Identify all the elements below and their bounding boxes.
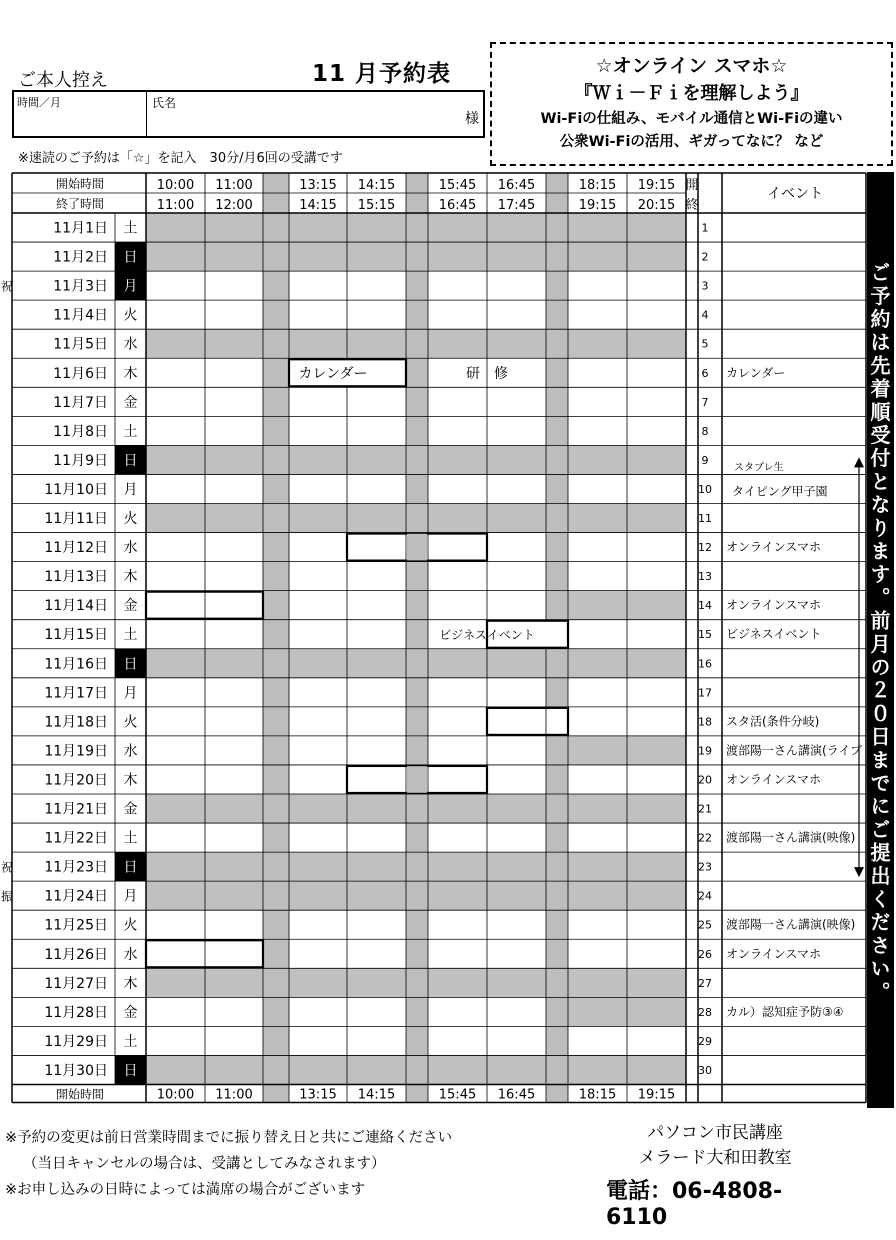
row-count: 19 (698, 744, 712, 758)
footer-note-full: ※お申し込みの日時によっては満席の場合がございます (5, 1182, 366, 1198)
row-date: 11月30日 (44, 1062, 108, 1079)
shaded-slot (627, 242, 686, 271)
row-date: 11月23日 (44, 859, 108, 876)
start-time: 13:15 (299, 178, 337, 193)
row-date: 11月29日 (44, 1033, 108, 1050)
shaded-slot (146, 794, 205, 823)
row-date: 11月27日 (44, 975, 108, 992)
shaded-slot (568, 242, 627, 271)
row-count: 14 (698, 599, 712, 613)
calendar-box-label: カレンダー (298, 365, 368, 382)
shaded-slot (428, 649, 487, 678)
row-count: 15 (698, 628, 712, 642)
shaded-slot (289, 852, 347, 881)
row-date: 11月15日 (44, 627, 108, 644)
shaded-slot (205, 242, 263, 271)
shaded-slot (205, 649, 263, 678)
footer-time: 19:15 (637, 1087, 676, 1103)
row-date: 11月19日 (44, 743, 108, 760)
footer-notes (5, 1125, 452, 1203)
shaded-slot (347, 852, 406, 881)
shaded-slot (428, 881, 487, 910)
shaded-slot (289, 242, 347, 271)
shaded-slot (568, 736, 627, 765)
event-header: イベント (767, 186, 823, 202)
shaded-slot (146, 881, 205, 910)
holiday-mark: 振 (1, 889, 14, 904)
row-event: オンラインスマホ (726, 540, 822, 555)
row-dow: 火 (123, 714, 138, 731)
row-dow: 日 (123, 859, 138, 876)
footer-note-cancel: （当日キャンセルの場合は、受講としてみなされます） (23, 1156, 386, 1172)
row-dow: 木 (123, 772, 138, 789)
row-date: 11月26日 (44, 946, 108, 963)
shaded-slot (205, 968, 263, 997)
shaded-slot (487, 1055, 546, 1084)
count-header-bottom: 終 (685, 198, 699, 213)
row-count: 3 (701, 279, 709, 293)
shaded-slot (146, 852, 205, 881)
shaded-slot (568, 881, 627, 910)
shaded-slot (289, 445, 347, 474)
row-dow: 土 (123, 830, 138, 847)
shaded-slot (627, 649, 686, 678)
row-dow: 日 (123, 656, 138, 673)
row-date: 11月28日 (44, 1004, 108, 1021)
org-phone: 電話：06-4808-6110 (606, 1179, 783, 1230)
shaded-slot (568, 997, 627, 1026)
shaded-slot (568, 1055, 627, 1084)
end-time: 19:15 (578, 198, 617, 213)
shaded-slot (568, 591, 627, 620)
shaded-slot (289, 213, 347, 242)
row-event: オンラインスマホ (726, 946, 822, 961)
shaded-slot (428, 968, 487, 997)
footer-time: 11:00 (215, 1087, 253, 1103)
sutapure-label: スタプレ生 (734, 462, 784, 474)
shaded-slot (289, 794, 347, 823)
shaded-slot (627, 881, 686, 910)
shaded-slot (487, 213, 546, 242)
start-time: 14:15 (357, 178, 396, 193)
start-time: 16:45 (497, 178, 536, 193)
separator-column (406, 173, 428, 1103)
end-time: 14:15 (299, 198, 337, 213)
row-dow: 水 (123, 743, 138, 760)
speed-reading-note: ※速読のご予約は「☆」を記入 30分/月6回の受講です (18, 151, 343, 166)
start-time: 10:00 (156, 178, 195, 193)
row-dow: 日 (123, 452, 138, 469)
row-dow: 水 (123, 946, 138, 963)
row-dow: 木 (123, 365, 138, 382)
shaded-slot (568, 445, 627, 474)
row-date: 11月13日 (44, 569, 108, 586)
shaded-slot (289, 968, 347, 997)
row-count: 28 (698, 1005, 712, 1019)
row-date: 11月21日 (44, 801, 108, 818)
row-event: 渡部陽一さん講演(映像) (726, 830, 856, 845)
shaded-slot (487, 794, 546, 823)
reserved-box (146, 940, 263, 967)
org-info (600, 1118, 830, 1230)
time-month-field-label: 時間／月 (17, 96, 61, 109)
shaded-slot (146, 504, 205, 533)
row-date: 11月17日 (44, 685, 108, 702)
row-dow: 火 (123, 511, 138, 528)
row-dow: 月 (123, 888, 138, 905)
count-header-top: 開 (685, 178, 699, 193)
row-count: 2 (701, 250, 709, 264)
shaded-slot (428, 504, 487, 533)
shaded-slot (627, 968, 686, 997)
promo-subtitle: 『Ｗｉ－Ｆｉを理解しよう』 (574, 83, 809, 104)
row-dow: 月 (123, 278, 138, 295)
row-event: オンラインスマホ (726, 598, 822, 613)
training-label: 研 修 (466, 365, 508, 382)
row-event: カレンダー (726, 365, 786, 380)
row-count: 17 (698, 686, 712, 700)
row-count: 11 (698, 512, 712, 526)
shaded-slot (347, 213, 406, 242)
shaded-slot (289, 504, 347, 533)
shaded-slot (568, 213, 627, 242)
end-time-label: 終了時間 (55, 197, 105, 211)
promo-line-1: Wi-Fiの仕組み、モバイル通信とWi-Fiの違い (540, 111, 843, 127)
shaded-slot (428, 1055, 487, 1084)
footer-time: 14:15 (357, 1087, 396, 1103)
row-date: 11月9日 (53, 452, 108, 469)
shaded-slot (347, 1055, 406, 1084)
row-dow: 土 (123, 1033, 138, 1050)
row-event: オンラインスマホ (726, 772, 822, 787)
shaded-slot (627, 445, 686, 474)
row-count: 5 (701, 337, 709, 351)
footer-start-label: 開始時間 (55, 1087, 105, 1102)
shaded-slot (205, 881, 263, 910)
row-count: 1 (701, 221, 709, 235)
shaded-slot (627, 213, 686, 242)
footer-time: 18:15 (578, 1087, 617, 1103)
shaded-slot (568, 329, 627, 358)
footer-time: 15:45 (438, 1087, 477, 1103)
row-dow: 月 (123, 481, 138, 498)
shaded-slot (146, 649, 205, 678)
row-date: 11月1日 (53, 220, 108, 237)
business-event-label: ビジネスイベント (439, 628, 535, 643)
honorific-sama: 様 (465, 111, 479, 127)
end-time: 11:00 (156, 198, 195, 213)
separator-column (263, 173, 289, 1103)
shaded-slot (289, 649, 347, 678)
end-time: 16:45 (438, 198, 477, 213)
row-dow: 火 (123, 307, 138, 324)
notice-sidebar: ご予約は先着順受付となります。前月の２０日までにご提出ください。 (867, 172, 894, 1108)
shaded-slot (205, 794, 263, 823)
self-copy-label: ご本人控え (18, 70, 108, 91)
end-time: 20:15 (637, 198, 676, 213)
row-date: 11月12日 (44, 540, 108, 557)
row-date: 11月2日 (53, 249, 108, 266)
shaded-slot (568, 649, 627, 678)
reserved-box (487, 708, 568, 735)
shaded-slot (146, 445, 205, 474)
start-time: 11:00 (215, 178, 253, 193)
name-field-label: 氏名 (152, 96, 177, 110)
row-count: 12 (698, 541, 712, 555)
row-count: 4 (701, 308, 709, 322)
footer-time: 16:45 (497, 1087, 536, 1103)
row-count: 24 (698, 889, 712, 903)
shaded-slot (146, 242, 205, 271)
row-count: 23 (698, 860, 712, 874)
row-date: 11月7日 (53, 394, 108, 411)
footer-time: 10:00 (156, 1087, 195, 1103)
shaded-slot (205, 445, 263, 474)
row-date: 11月20日 (44, 772, 108, 789)
shaded-slot (347, 794, 406, 823)
page-title: 11 月予約表 (312, 61, 452, 87)
row-date: 11月14日 (44, 598, 108, 615)
row-date: 11月10日 (44, 481, 108, 498)
typing-koshien-label: タイピング甲子園 (732, 484, 828, 499)
row-count: 13 (698, 570, 712, 584)
row-event: 渡部陽一さん講演(ライブ (726, 743, 862, 758)
row-date: 11月18日 (44, 714, 108, 731)
row-dow: 水 (123, 540, 138, 557)
footer-note-change: ※予約の変更は前日営業時間までに振り替え日と共にご連絡ください (5, 1130, 453, 1146)
row-dow: 土 (123, 423, 138, 440)
shaded-slot (487, 329, 546, 358)
shaded-slot (428, 852, 487, 881)
shaded-slot (627, 504, 686, 533)
row-date: 11月22日 (44, 830, 108, 847)
shaded-slot (627, 329, 686, 358)
row-count: 29 (698, 1034, 712, 1048)
row-date: 11月4日 (53, 307, 108, 324)
shaded-slot (347, 649, 406, 678)
end-time: 15:15 (357, 198, 396, 213)
shaded-slot (487, 881, 546, 910)
row-date: 11月3日 (53, 278, 108, 295)
row-date: 11月11日 (44, 511, 108, 528)
shaded-slot (428, 242, 487, 271)
row-dow: 月 (123, 685, 138, 702)
row-count: 27 (698, 976, 712, 990)
row-date: 11月8日 (53, 423, 108, 440)
row-dow: 土 (123, 627, 138, 644)
shaded-slot (627, 852, 686, 881)
shaded-slot (146, 329, 205, 358)
promo-line-2: 公衆Wi-Fiの活用、ギガってなに？ など (559, 134, 824, 150)
shaded-slot (487, 649, 546, 678)
shaded-slot (428, 445, 487, 474)
row-event: ビジネスイベント (726, 627, 822, 642)
shaded-slot (205, 504, 263, 533)
shaded-slot (428, 794, 487, 823)
separator-fill (407, 766, 427, 793)
org-name: パソコン市民講座 (647, 1123, 783, 1143)
shaded-slot (487, 504, 546, 533)
row-date: 11月16日 (44, 656, 108, 673)
holiday-mark: 祝 (1, 279, 14, 294)
row-dow: 火 (123, 917, 138, 934)
row-dow: 木 (123, 975, 138, 992)
shaded-slot (289, 881, 347, 910)
shaded-slot (568, 794, 627, 823)
row-dow: 日 (123, 1062, 138, 1079)
org-branch: メラード大和田教室 (638, 1148, 792, 1168)
start-time: 15:45 (438, 178, 477, 193)
row-count: 21 (698, 802, 712, 816)
shaded-slot (289, 1055, 347, 1084)
row-dow: 金 (123, 801, 138, 818)
row-dow: 金 (123, 394, 138, 411)
row-date: 11月6日 (53, 365, 108, 382)
shaded-slot (347, 242, 406, 271)
shaded-slot (487, 242, 546, 271)
reserved-box (146, 592, 263, 619)
row-count: 26 (698, 947, 712, 961)
shaded-slot (205, 852, 263, 881)
shaded-slot (627, 794, 686, 823)
footer-time: 13:15 (299, 1087, 337, 1103)
shaded-slot (146, 213, 205, 242)
start-time-label: 開始時間 (55, 177, 105, 191)
end-time: 17:45 (497, 198, 536, 213)
shaded-slot (428, 329, 487, 358)
shaded-slot (205, 1055, 263, 1084)
shaded-slot (347, 968, 406, 997)
shaded-slot (487, 852, 546, 881)
shaded-slot (627, 736, 686, 765)
shaded-slot (568, 504, 627, 533)
row-event: カル）認知症予防③④ (726, 1004, 844, 1019)
holiday-mark: 祝 (1, 860, 14, 875)
row-date: 11月24日 (44, 888, 108, 905)
row-dow: 水 (123, 336, 138, 353)
shaded-slot (568, 852, 627, 881)
separator-fill (407, 534, 427, 561)
row-count: 8 (701, 424, 709, 438)
row-dow: 日 (123, 249, 138, 266)
promo-title: ☆オンライン スマホ☆ (595, 55, 788, 77)
shaded-slot (347, 881, 406, 910)
row-date: 11月5日 (53, 336, 108, 353)
row-date: 11月25日 (44, 917, 108, 934)
shaded-slot (428, 213, 487, 242)
row-count: 30 (698, 1063, 712, 1077)
shaded-slot (487, 445, 546, 474)
start-time: 18:15 (578, 178, 617, 193)
row-count: 6 (701, 366, 709, 380)
row-count: 20 (698, 773, 712, 787)
shaded-slot (487, 968, 546, 997)
shaded-slot (347, 504, 406, 533)
shaded-slot (289, 329, 347, 358)
shaded-slot (205, 329, 263, 358)
shaded-slot (205, 213, 263, 242)
row-count: 25 (698, 918, 712, 932)
start-time: 19:15 (637, 178, 676, 193)
row-count: 16 (698, 657, 712, 671)
row-count: 9 (701, 453, 709, 467)
arrow-up-icon (854, 457, 864, 467)
row-dow: 土 (123, 220, 138, 237)
shaded-slot (146, 968, 205, 997)
shaded-slot (627, 997, 686, 1026)
row-count: 22 (698, 831, 712, 845)
row-count: 7 (701, 395, 709, 409)
row-count: 10 (698, 482, 712, 496)
shaded-slot (146, 1055, 205, 1084)
arrow-down-icon (854, 867, 864, 877)
shaded-slot (627, 1055, 686, 1084)
row-event: スタ活(条件分岐) (726, 714, 820, 729)
end-time: 12:00 (215, 198, 253, 213)
row-count: 18 (698, 715, 712, 729)
row-event: 渡部陽一さん講演(映像) (726, 917, 856, 932)
shaded-slot (568, 968, 627, 997)
shaded-slot (347, 329, 406, 358)
row-dow: 金 (123, 598, 138, 615)
row-dow: 木 (123, 569, 138, 586)
row-dow: 金 (123, 1004, 138, 1021)
shaded-slot (627, 591, 686, 620)
shaded-slot (347, 445, 406, 474)
